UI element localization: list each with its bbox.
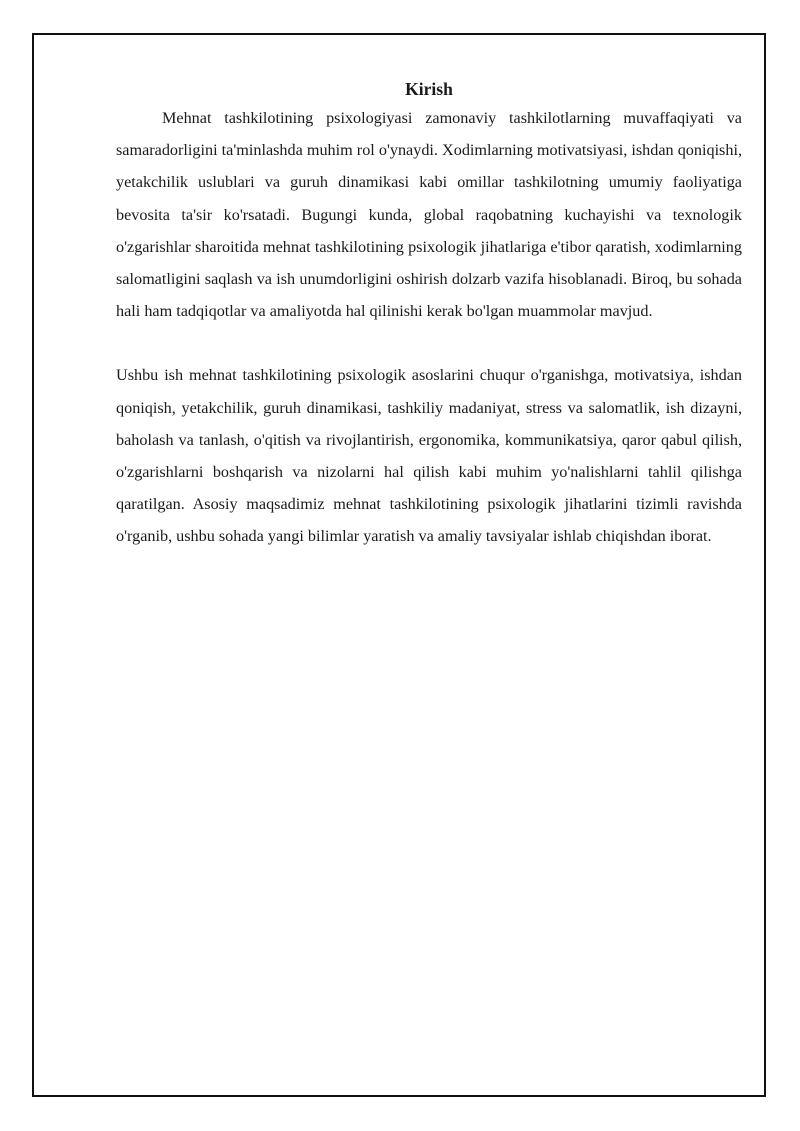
paragraph-introduction: Mehnat tashkilotining psixologiyasi zamonaviy tashkilotlarning muvaffaqiyati va samaradorligini ta'minlashda muhim rol o'ynaydi. Xodimlarning motivatsiyasi, ishdan qoniqishi, yetakchilik uslublari va guruh dinamikasi kabi omillar tashkilotning umumiy faoliyatiga bevosita ta'sir ko'rsatadi. Bugungi kunda, global raqobatning kuchayishi va texnologik o'zgarishlar sharoitida mehnat tashkilotining psixologik jihatlariga e'tibor qaratish, xodimlarning salomatligini saqlash va ish unumdorligini oshirish dolzarb vazifa hisoblanadi. Biroq, bu sohada hali ham tadqiqotlar va amaliyotda hal qilinishi kerak bo'lgan muammolar mavjud. <box>116 109 742 321</box>
document-body <box>116 76 742 553</box>
paragraph-objectives: Ushbu ish mehnat tashkilotining psixologik asoslarini chuqur o'rganishga, motivatsiya, ishdan qoniqish, yetakchilik, guruh dinamikasi, tashkiliy madaniyat, stress va salomatlik, ish dizayni, baholash va tanlash, o'qitish va rivojlantirish, ergonomika, kommunikatsiya, qaror qabul qilish, o'zgarishlarni boshqarish va nizolarni hal qilish kabi muhim yo'nalishlarni tahlil qilishga qaratilgan. Asosiy maqsadimiz mehnat tashkilotining psixologik jihatlarini tizimli ravishda o'rganib, ushbu sohada yangi bilimlar yaratish va amaliy tavsiyalar ishlab chiqishdan iborat. <box>116 366 742 546</box>
paragraph-spacer <box>116 327 742 359</box>
document-title: Kirish <box>405 79 453 99</box>
